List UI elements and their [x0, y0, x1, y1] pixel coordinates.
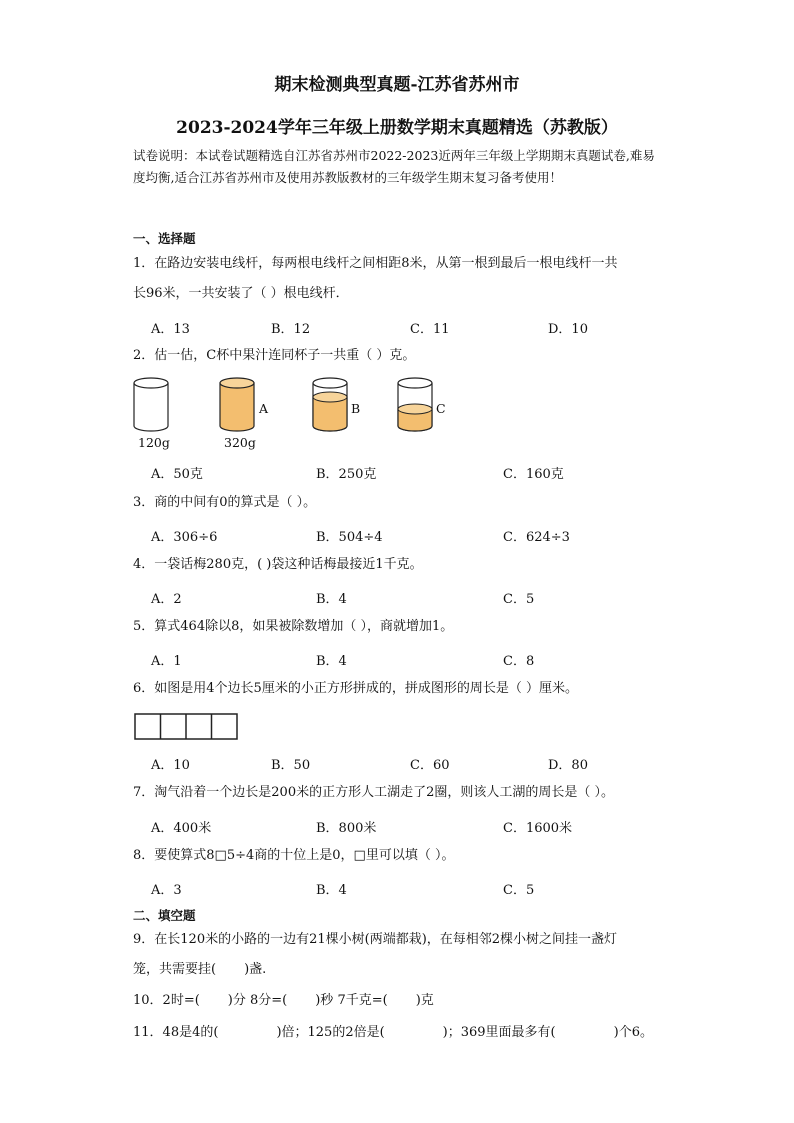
- question-2: 2．估一估，C杯中果汁连同杯子一共重（ ）克。: [133, 348, 416, 363]
- title-line-1: 期末检测典型真题-江苏省苏州市: [274, 75, 520, 95]
- q10-part-c: )秒 7千克=(: [315, 993, 388, 1008]
- empty-cup-weight: 120g: [138, 435, 170, 450]
- question-8: 8．要使算式8□5÷4商的十位上是0，□里可以填（ ）。: [133, 848, 455, 863]
- q9-text-a: 笼，共需要挂(: [133, 962, 217, 977]
- q10-part-d: )克: [415, 993, 434, 1008]
- q4-option-a: A．2: [151, 592, 182, 607]
- title-line-2: 2023-2024学年三年级上册数学期末真题精选（苏教版）: [176, 118, 618, 138]
- q10-part-b: )分 8分=(: [227, 993, 288, 1008]
- q5-option-b: B．4: [316, 654, 347, 669]
- cup-b: [313, 378, 347, 431]
- q2-option-b: B．250克: [316, 467, 377, 482]
- four-squares-figure: [134, 713, 240, 741]
- q5-option-a: A．1: [151, 654, 182, 669]
- cup-a-weight: 320g: [224, 435, 256, 450]
- question-4: 4．一袋话梅280克，( )袋这种话梅最接近1千克。: [133, 557, 423, 572]
- q11-part-c: )；369里面最多有(: [442, 1025, 556, 1040]
- cup-a-label: A: [259, 401, 269, 416]
- q1-option-c: C．11: [410, 322, 450, 337]
- q3-option-c: C．624÷3: [503, 530, 570, 545]
- q6-option-d: D．80: [548, 758, 588, 773]
- empty-cup: [134, 378, 168, 431]
- exam-intro: 试卷说明：本试卷试题精选自江苏省苏州市2022-2023近两年三年级上学期期末真题试卷,难易度均衡,适合江苏省苏州市及使用苏教版教材的三年级学生期末复习备考使用！: [133, 148, 655, 185]
- q1-option-b: B．12: [271, 322, 311, 337]
- q4-option-b: B．4: [316, 592, 347, 607]
- q8-option-c: C．5: [503, 883, 535, 898]
- question-9-line-1: 9．在长120米的小路的一边有21棵小树(两端都栽)，在每相邻2棵小树之间挂一盏灯: [133, 932, 618, 947]
- q11-part-d: )个6。: [613, 1025, 653, 1040]
- q3-option-b: B．504÷4: [316, 530, 383, 545]
- question-5: 5．算式464除以8，如果被除数增加（ ），商就增加1。: [133, 619, 454, 634]
- question-6: 6．如图是用4个边长5厘米的小正方形拼成的，拼成图形的周长是（ ）厘米。: [133, 681, 578, 696]
- q1-option-a: A．13: [151, 322, 190, 337]
- question-10: [133, 986, 663, 1016]
- question-1-line-1: 1．在路边安装电线杆，每两根电线杆之间相距8米，从第一根到最后一根电线杆一共: [133, 256, 618, 271]
- q7-option-b: B．800米: [316, 821, 377, 836]
- q11-part-b: )倍；125的2倍是(: [276, 1025, 385, 1040]
- q1-option-d: D．10: [548, 322, 588, 337]
- section-fill-title: 二、填空题: [133, 908, 196, 923]
- section-choice-title: 一、选择题: [133, 231, 196, 246]
- question-11: [133, 1018, 663, 1048]
- q3-option-a: A．306÷6: [151, 530, 218, 545]
- question-1-line-2: 长96米，一共安装了（ ）根电线杆．: [133, 286, 349, 301]
- q7-option-c: C．1600米: [503, 821, 573, 836]
- cup-c: [398, 378, 432, 431]
- q2-option-c: C．160克: [503, 467, 564, 482]
- q9-text-b: )盏.: [244, 962, 267, 977]
- q11-part-a: 11．48是4的(: [133, 1025, 219, 1040]
- q10-part-a: 10．2时=(: [133, 993, 200, 1008]
- q6-option-c: C．60: [410, 758, 450, 773]
- q6-option-b: B．50: [271, 758, 311, 773]
- q8-option-a: A．3: [151, 883, 182, 898]
- cup-c-label: C: [436, 401, 446, 416]
- question-3: 3．商的中间有0的算式是（ ）。: [133, 495, 317, 510]
- q8-option-b: B．4: [316, 883, 347, 898]
- q6-option-a: A．10: [151, 758, 190, 773]
- q2-option-a: A．50克: [151, 467, 203, 482]
- question-7: 7．淘气沿着一个边长是200米的正方形人工湖走了2圈，则该人工湖的周长是（ ）。: [133, 785, 614, 800]
- cup-a: [220, 378, 254, 431]
- q4-option-c: C．5: [503, 592, 535, 607]
- question-9-line-2: [133, 955, 663, 985]
- q7-option-a: A．400米: [151, 821, 212, 836]
- cups-figure: [128, 372, 458, 434]
- q5-option-c: C．8: [503, 654, 535, 669]
- cup-b-label: B: [351, 401, 361, 416]
